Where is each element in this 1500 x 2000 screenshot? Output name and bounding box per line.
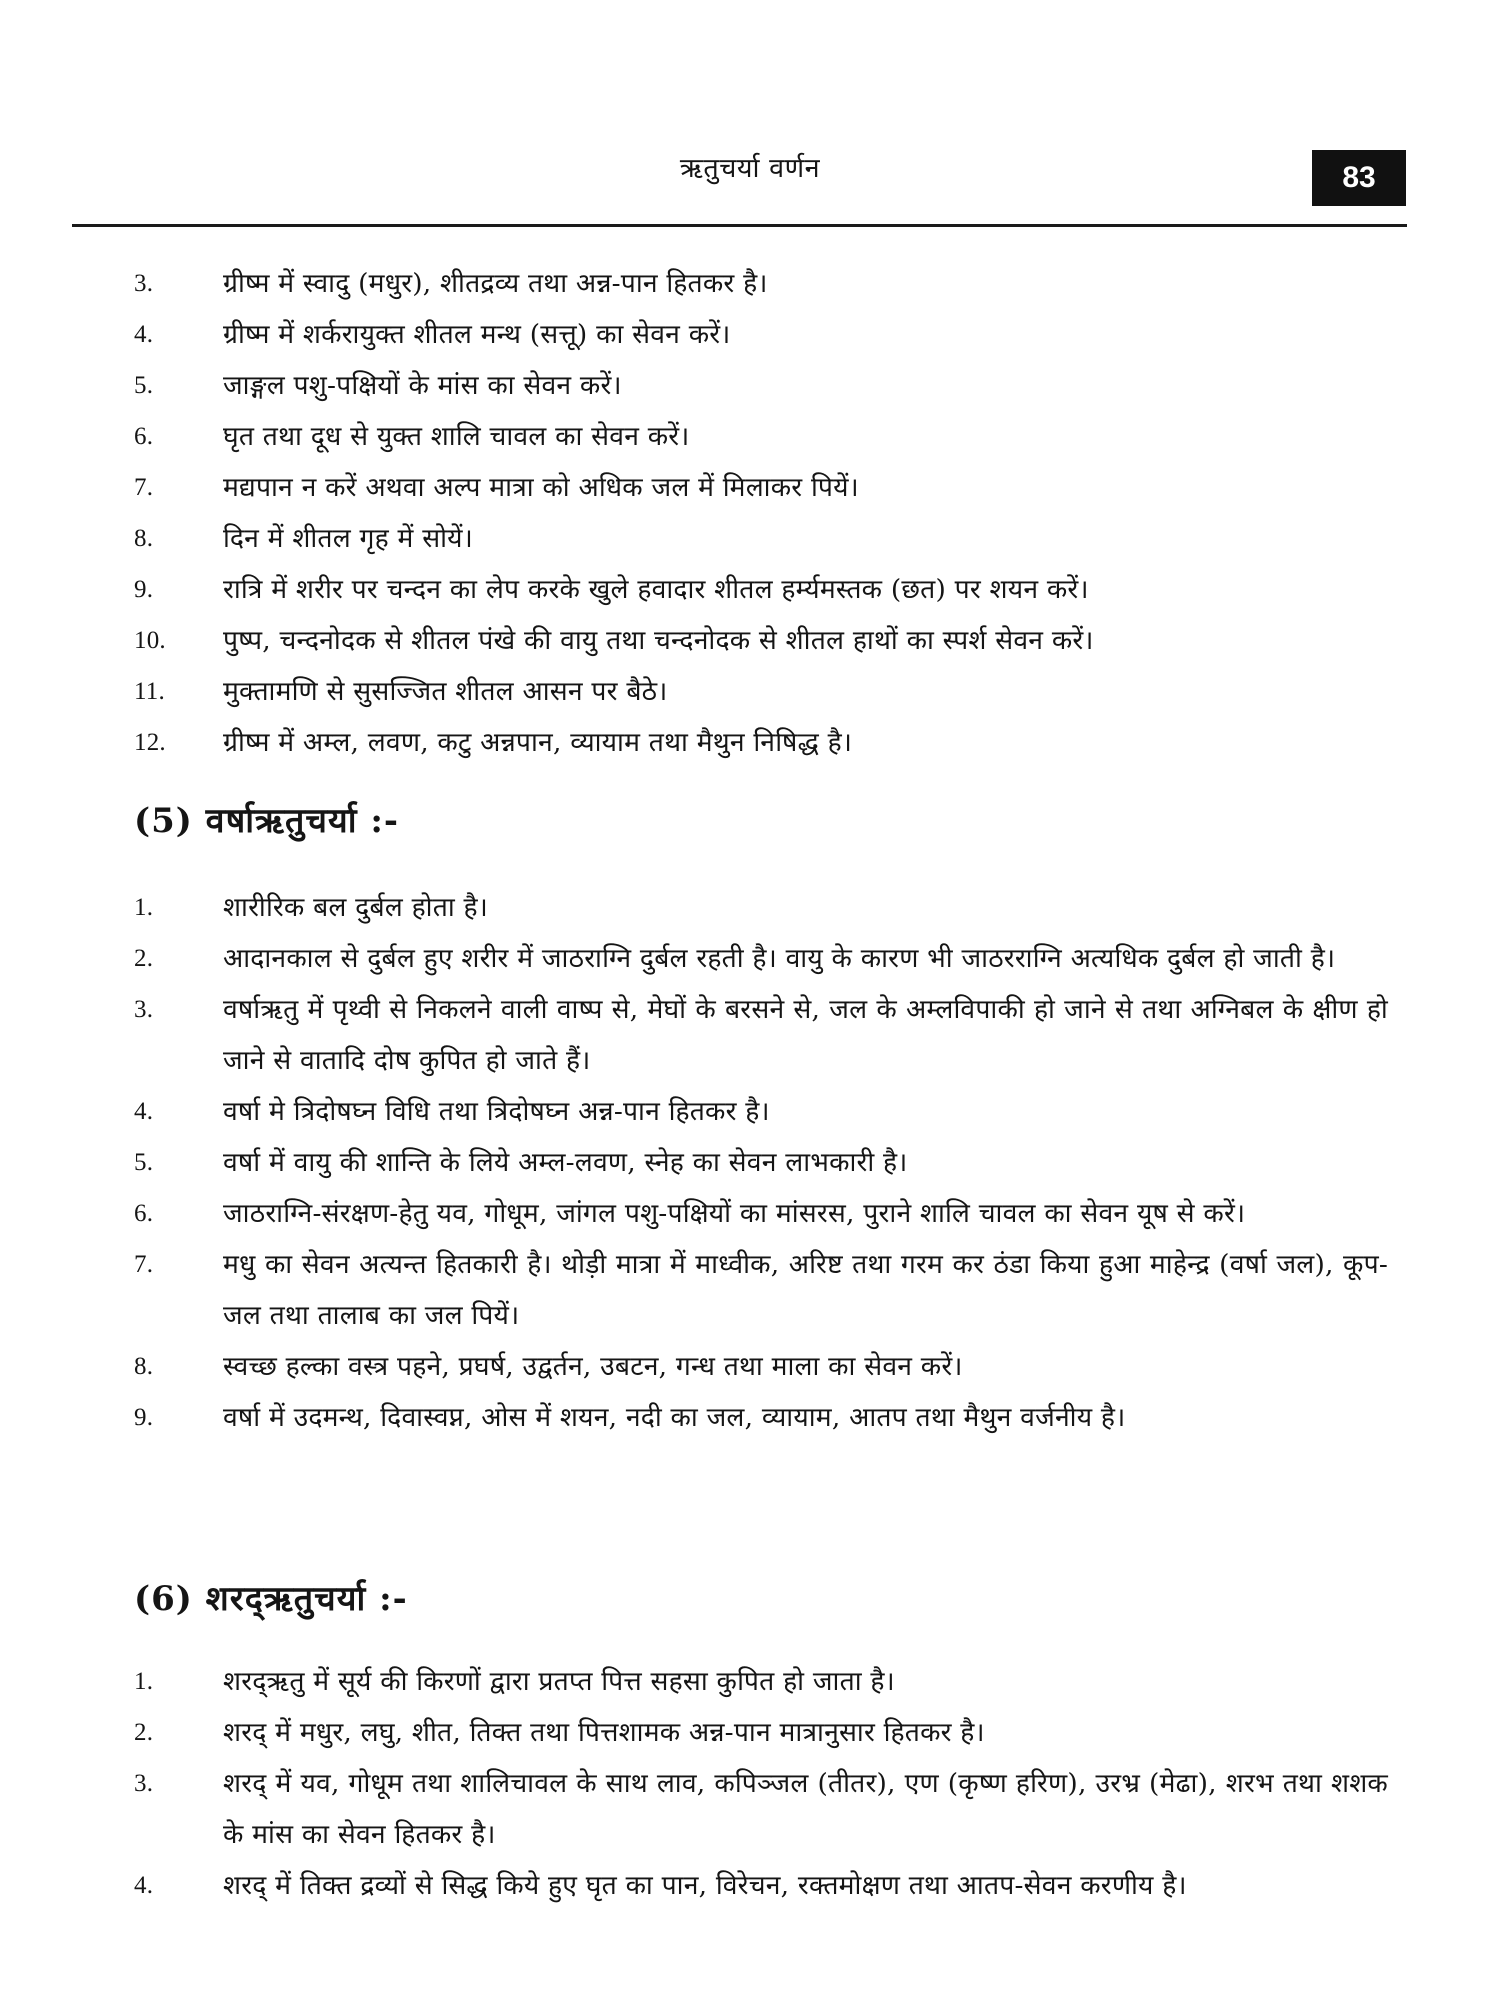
item-number: 1. <box>134 894 154 921</box>
list-item <box>0 717 1500 768</box>
item-text: पुष्प, चन्दनोदक से शीतल पंखे की वायु तथा चन्दनोदक से शीतल हाथों का स्पर्श सेवन करें। <box>223 625 1094 656</box>
item-text: स्वच्छ हल्का वस्त्र पहने, प्रघर्ष, उद्वर्तन, उबटन, गन्ध तथा माला का सेवन करें। <box>223 1351 963 1382</box>
item-number: 4. <box>134 1872 154 1899</box>
item-text: वर्षा में उदमन्थ, दिवास्वप्न, ओस में शयन, नदी का जल, व्यायाम, आतप तथा मैथुन वर्जनीय है। <box>223 1402 1126 1433</box>
item-number: 3. <box>134 270 154 297</box>
item-number: 7. <box>134 1251 154 1278</box>
list-item <box>0 882 1500 933</box>
item-number: 1. <box>134 1668 154 1695</box>
item-number: 8. <box>134 1353 154 1380</box>
list-item <box>0 258 1500 309</box>
list-item <box>0 1188 1500 1239</box>
section-heading-sharad: (6) शरद्ऋतुचर्या :- <box>134 1579 408 1619</box>
item-number: 10. <box>134 627 166 654</box>
item-number: 9. <box>134 1404 154 1431</box>
list-item <box>0 1392 1500 1443</box>
item-text: जाठराग्नि-संरक्षण-हेतु यव, गोधूम, जांगल पशु-पक्षियों का मांसरस, पुराने शालि चावल का सेवन यूष से करें। <box>223 1198 1246 1229</box>
item-text: वर्षा मे त्रिदोषघ्न विधि तथा त्रिदोषघ्न अन्न-पान हितकर है। <box>223 1096 770 1127</box>
item-number: 4. <box>134 321 154 348</box>
header-divider <box>72 224 1407 227</box>
item-number: 5. <box>134 372 154 399</box>
item-text: शरद् में यव, गोधूम तथा शालिचावल के साथ लाव, कपिञ्जल (तीतर), एण (कृष्ण हरिण), उरभ्र (मेढा), शरभ तथा शशक के मांस का सेवन हितकर है। <box>223 1768 1388 1850</box>
item-text: दिन में शीतल गृह में सोयें। <box>223 523 473 554</box>
item-number: 7. <box>134 474 154 501</box>
item-text: रात्रि में शरीर पर चन्दन का लेप करके खुले हवादार शीतल हर्म्यमस्तक (छत) पर शयन करें। <box>223 574 1089 605</box>
list-item <box>0 513 1500 564</box>
running-header-title: ऋतुचर्या वर्णन <box>679 153 821 184</box>
greeshma-rules-list <box>0 258 1500 768</box>
item-number: 2. <box>134 1719 154 1746</box>
item-text: घृत तथा दूध से युक्त शालि चावल का सेवन करें। <box>223 421 690 452</box>
list-item <box>0 1860 1500 1911</box>
list-item <box>0 615 1500 666</box>
item-number: 12. <box>134 729 166 756</box>
page-number-badge: 83 <box>1312 150 1406 206</box>
list-item <box>0 360 1500 411</box>
varsha-rules-list <box>0 882 1500 1443</box>
item-text: वर्षाऋतु में पृथ्वी से निकलने वाली वाष्प से, मेघों के बरसने से, जल के अम्लविपाकी हो जाने से तथा अग्निबल के क्षीण हो जाने से वातादि दोष कुपित हो जाते हैं। <box>223 994 1389 1076</box>
item-text: ग्रीष्म में शर्करायुक्त शीतल मन्थ (सत्तू) का सेवन करें। <box>223 319 731 350</box>
item-text: आदानकाल से दुर्बल हुए शरीर में जाठराग्नि दुर्बल रहती है। वायु के कारण भी जाठरराग्नि अत्यधिक दुर्बल हो जाती है। <box>223 943 1336 974</box>
item-text: शरद् में मधुर, लघु, शीत, तिक्त तथा पित्तशामक अन्न-पान मात्रानुसार हितकर है। <box>223 1717 985 1748</box>
item-number: 4. <box>134 1098 154 1125</box>
section-heading-varsha: (5) वर्षाऋतुचर्या :- <box>134 801 400 841</box>
item-text: ग्रीष्म में अम्ल, लवण, कटु अन्नपान, व्यायाम तथा मैथुन निषिद्ध है। <box>223 727 853 758</box>
sharad-rules-list <box>0 1656 1500 1911</box>
list-item <box>0 1707 1500 1758</box>
item-number: 6. <box>134 1200 154 1227</box>
item-text: ग्रीष्म में स्वादु (मधुर), शीतद्रव्य तथा अन्न-पान हितकर है। <box>223 268 768 299</box>
item-number: 2. <box>134 945 154 972</box>
list-item <box>0 411 1500 462</box>
item-text: मधु का सेवन अत्यन्त हितकारी है। थोड़ी मात्रा में माध्वीक, अरिष्ट तथा गरम कर ठंडा किया हुआ माहेन्द्र (वर्षा जल), कूप-जल तथा तालाब का जल पियें। <box>223 1249 1388 1331</box>
item-text: जाङ्गल पशु-पक्षियों के मांस का सेवन करें। <box>223 370 622 401</box>
item-text: शारीरिक बल दुर्बल होता है। <box>223 892 489 923</box>
list-item <box>0 1137 1500 1188</box>
item-number: 3. <box>134 1770 154 1797</box>
item-text: शरद् में तिक्त द्रव्यों से सिद्ध किये हुए घृत का पान, विरेचन, रक्तमोक्षण तथा आतप-सेवन करणीय है। <box>223 1870 1187 1901</box>
item-number: 3. <box>134 996 154 1023</box>
list-item <box>0 666 1500 717</box>
list-item <box>0 309 1500 360</box>
item-text: वर्षा में वायु की शान्ति के लिये अम्ल-लवण, स्नेह का सेवन लाभकारी है। <box>223 1147 908 1178</box>
list-item <box>0 1086 1500 1137</box>
item-number: 11. <box>134 678 165 705</box>
list-item <box>0 1239 1500 1341</box>
item-number: 5. <box>134 1149 154 1176</box>
item-text: मुक्तामणि से सुसज्जित शीतल आसन पर बैठे। <box>223 676 668 707</box>
item-text: शरद्ऋतु में सूर्य की किरणों द्वारा प्रतप्त पित्त सहसा कुपित हो जाता है। <box>223 1666 895 1697</box>
item-number: 6. <box>134 423 154 450</box>
list-item <box>0 1758 1500 1860</box>
item-text: मद्यपान न करें अथवा अल्प मात्रा को अधिक जल में मिलाकर पियें। <box>223 472 859 503</box>
list-item <box>0 564 1500 615</box>
item-number: 8. <box>134 525 154 552</box>
list-item <box>0 1656 1500 1707</box>
list-item <box>0 984 1500 1086</box>
list-item <box>0 933 1500 984</box>
list-item <box>0 462 1500 513</box>
list-item <box>0 1341 1500 1392</box>
item-number: 9. <box>134 576 154 603</box>
